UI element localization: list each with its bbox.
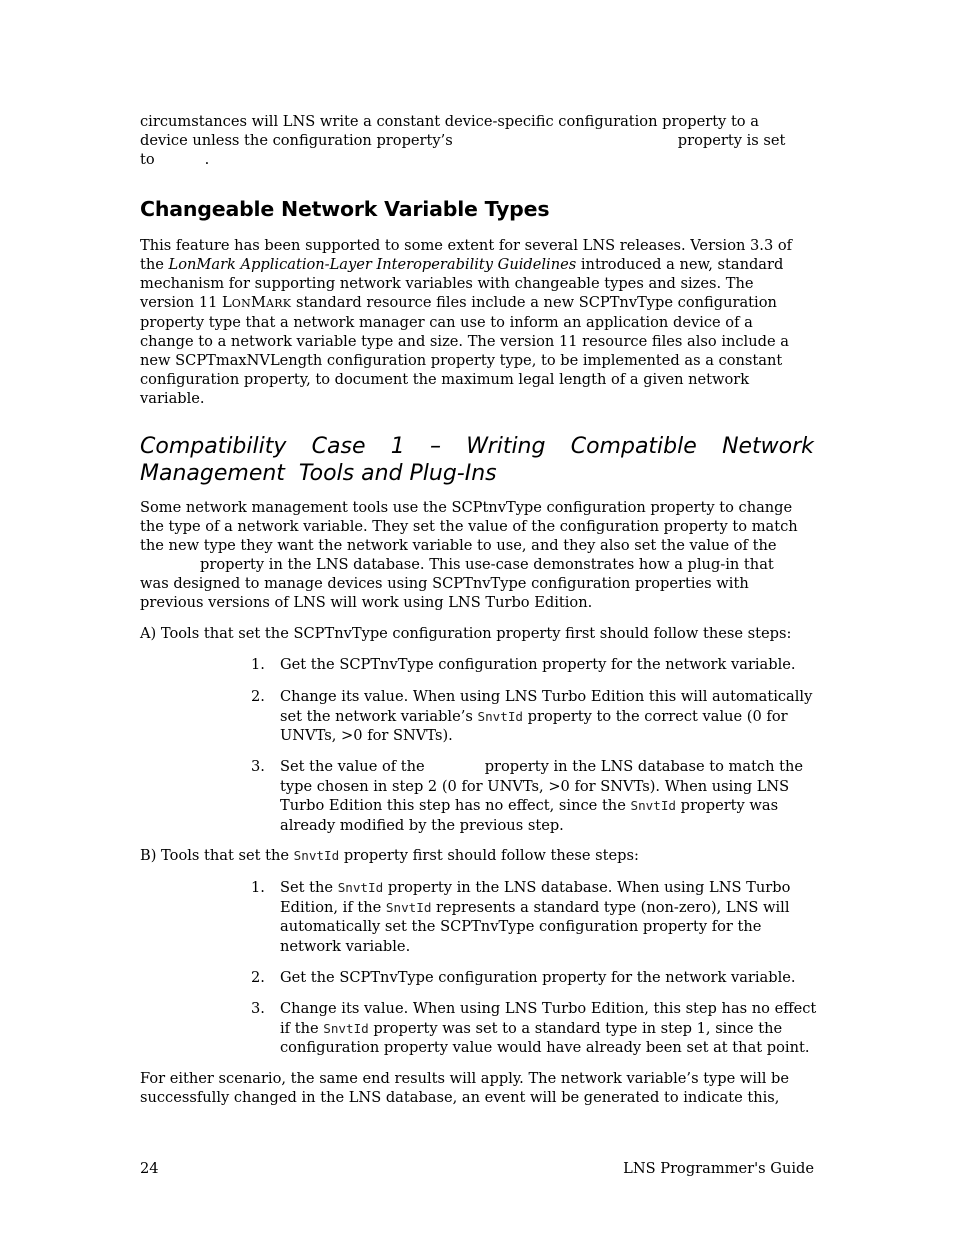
snvtid-code: SnvtId: [293, 848, 340, 863]
subsection-paragraph: Some network management tools use the SCPtnvType configuration property to change the type of a network variable. They set the value of the configuration property to match the new type they want the network variable to use, and they also set the value of the property in the LNS database. This use-case demonstrates how a plug-in that was designed to manage devices using SCPTnvType configuration properties with previous versions of LNS will work using LNS Turbo Edition.: [140, 499, 798, 611]
intro-line-2a: device unless the configuration property’s: [140, 132, 453, 149]
snvtid-code: SnvtId: [385, 899, 432, 915]
list-b-intro: B) Tools that set the SnvtId property first should follow these steps:: [140, 847, 639, 864]
snvtid-code: SnvtId: [630, 798, 676, 813]
section-paragraph: This feature has been supported to some extent for several LNS releases. Version 3.3 of the LonMark Application-Layer Interoperability Guidelines introduced a new, standard mechanism for supporting network variables with changeable types and sizes. The version 11 LONMARK standard resource files include a new SCPTnvType configuration property type that a network manager can use to inform an application device of a change to a network variable type and size. The version 11 resource files also include a new SCPTmaxNVLength configuration property type, to be implemented as a constant configuration property, to document the maximum legal length of a given network variable.: [140, 237, 793, 407]
intro-paragraph: [140, 112, 815, 169]
intro-line-2b: property is set: [677, 132, 786, 149]
guidelines-title: LonMark Application-Layer Interoperability Guidelines: [168, 256, 577, 273]
snvtid-code: SnvtId: [477, 708, 524, 724]
snvtid-code: SnvtId: [323, 1020, 369, 1036]
page-number: 24: [140, 1160, 159, 1177]
snvtid-code: SnvtId: [337, 880, 384, 895]
closing-paragraph: For either scenario, the same end results will apply. The network variable’s type will be successfully changed in the LNS database, an event will be generated to indicate this,: [140, 1070, 790, 1106]
list-a-intro: A) Tools that set the SCPTnvType configuration property first should follow these steps:: [140, 625, 792, 642]
intro-line-3a: to: [140, 151, 155, 168]
intro-line-3b: .: [204, 151, 210, 168]
subsection-heading: Compatibility Case 1 – Writing Compatible Network Management Tools and Plug-Ins: [140, 434, 814, 486]
document-title: LNS Programmer's Guide: [623, 1160, 814, 1177]
intro-line-1: circumstances will LNS write a constant device-specific configuration property to a: [140, 113, 759, 130]
section-heading: Changeable Network Variable Types: [140, 197, 550, 221]
